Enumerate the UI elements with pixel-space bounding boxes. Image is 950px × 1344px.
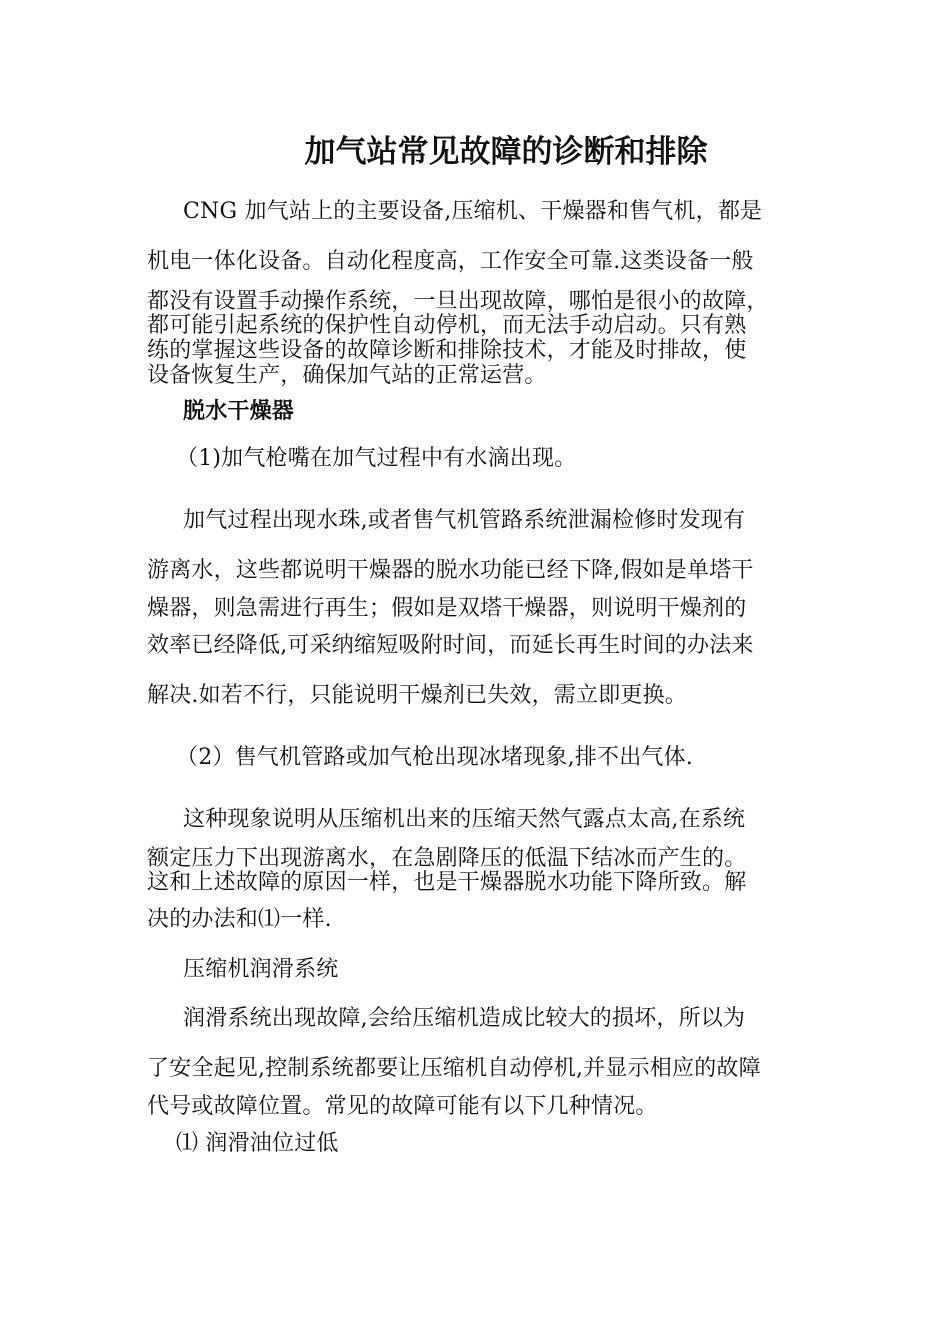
lubrication-line-2: 了安全起见,控制系统都要让压缩机自动停机,并显示相应的故障 (147, 1056, 761, 1081)
intro-line-5: 练的掌握这些设备的故障诊断和排除技术，才能及时排故，使 (147, 338, 747, 363)
intro-line-2: 机电一体化设备。自动化程度高，工作安全可靠.这类设备一般 (147, 249, 754, 274)
lubrication-line-1: 润滑系统出现故障,会给压缩机造成比较大的损坏，所以为 (183, 1006, 746, 1031)
item1-line-3: 燥器，则急需进行再生；假如是双塔干燥器，则说明干燥剂的 (147, 596, 747, 621)
item2-line-2: 额定压力下出现游离水，在急剧降压的低温下结冰而产生的。 (147, 846, 747, 871)
lubrication-line-3: 代号或故障位置。常见的故障可能有以下几种情况。 (147, 1094, 658, 1119)
item2-line-3: 这和上述故障的原因一样，也是干燥器脱水功能下降所致。解 (147, 870, 747, 895)
intro-line-4: 都可能引起系统的保护性自动停机，而无法手动启动。只有熟 (147, 313, 747, 338)
item2-heading: （2）售气机管路或加气枪出现冰堵现象,排不出气体. (176, 745, 693, 770)
item2-line-4: 决的办法和⑴一样. (147, 907, 332, 932)
section-heading-dehydrator: 脱水干燥器 (183, 399, 295, 424)
lubrication-item1: ⑴ 润滑油位过低 (176, 1131, 339, 1156)
item1-line-4: 效率已经降低,可采纳缩短吸附时间，而延长再生时间的办法来 (147, 633, 754, 658)
intro-line-1: CNG 加气站上的主要设备,压缩机、干燥器和售气机，都是 (183, 199, 763, 224)
intro-line-6: 设备恢复生产，确保加气站的正常运营。 (147, 363, 547, 388)
intro-line-3: 都没有设置手动操作系统，一旦出现故障，哪怕是很小的故障， (147, 289, 769, 314)
item1-line-5: 解决.如若不行，只能说明干燥剂已失效，需立即更换。 (147, 683, 687, 708)
section-heading-lubrication: 压缩机润滑系统 (183, 957, 339, 982)
page-title: 加气站常见故障的诊断和排除 (304, 134, 708, 170)
item2-line-1: 这种现象说明从压缩机出来的压缩天然气露点太高,在系统 (183, 807, 746, 832)
item1-line-2: 游离水，这些都说明干燥器的脱水功能已经下降,假如是单塔干 (147, 558, 754, 583)
item1-heading: （1)加气枪嘴在加气过程中有水滴出现。 (176, 446, 577, 471)
item1-line-1: 加气过程出现水珠,或者售气机管路系统泄漏检修时发现有 (183, 508, 746, 533)
